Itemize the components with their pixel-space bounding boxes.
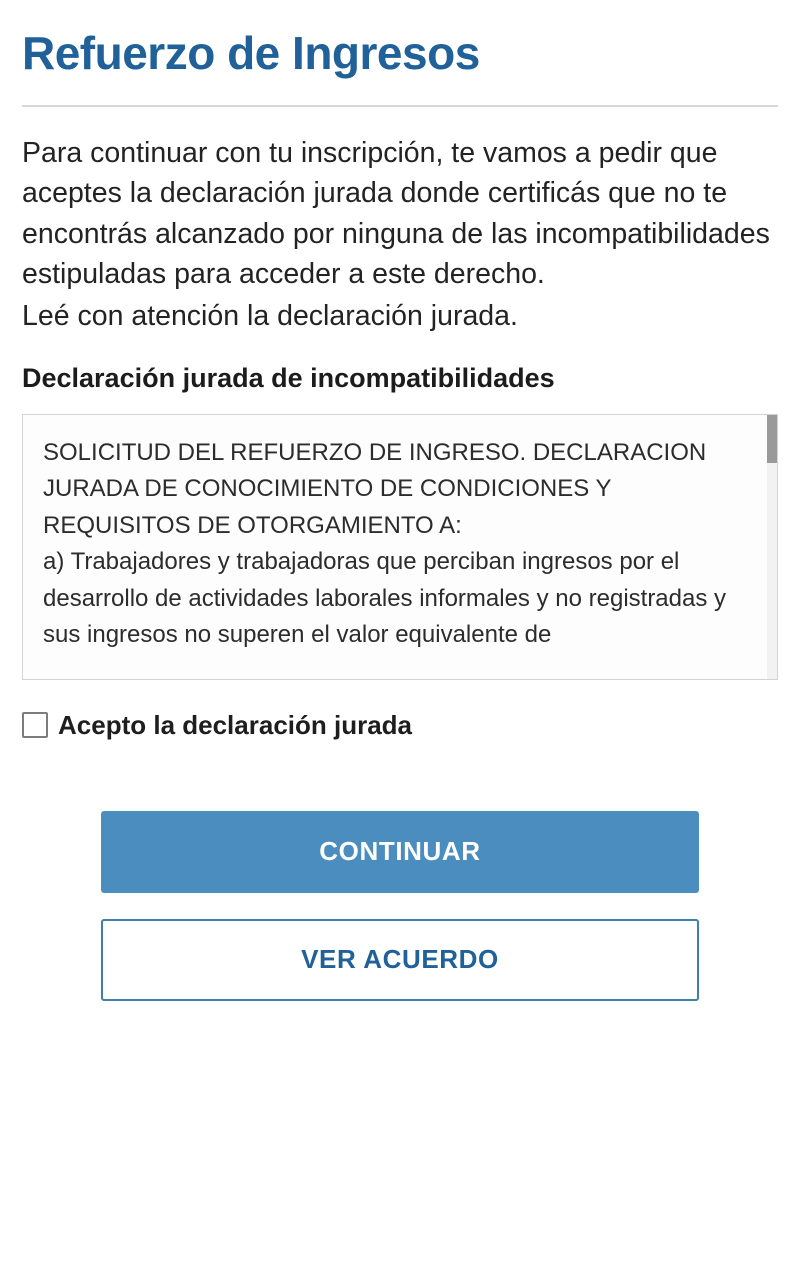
button-group bbox=[22, 811, 778, 1001]
continue-button[interactable]: CONTINUAR bbox=[101, 811, 699, 893]
declaration-scroll-box[interactable] bbox=[22, 414, 778, 680]
accept-declaration-row[interactable] bbox=[22, 710, 778, 741]
section-heading: Declaración jurada de incompatibilidades bbox=[22, 362, 555, 393]
title-divider bbox=[22, 105, 778, 107]
page-title: Refuerzo de Ingresos bbox=[22, 27, 480, 79]
scrollbar-track[interactable] bbox=[767, 415, 777, 679]
declaration-line-2: a) Trabajadores y trabajadoras que perciban ingresos por el desarrollo de actividades laborales informales y no registradas y sus ingresos no superen el valor equivalente de bbox=[43, 548, 727, 649]
view-agreement-button[interactable]: VER ACUERDO bbox=[101, 919, 699, 1001]
declaration-text bbox=[43, 435, 753, 654]
scrollbar-thumb[interactable] bbox=[767, 415, 777, 463]
intro-paragraph-1: Para continuar con tu inscripción, te vamos a pedir que aceptes la declaración jurada donde certificás que no te encontrás alcanzado por ninguna de las incompatibilidades estipuladas para acceder a este derecho. bbox=[22, 136, 770, 290]
accept-declaration-checkbox[interactable] bbox=[22, 712, 48, 738]
declaration-line-1: SOLICITUD DEL REFUERZO DE INGRESO. DECLARACION JURADA DE CONOCIMIENTO DE CONDICIONES Y REQUISITOS DE OTORGAMIENTO A: bbox=[43, 438, 707, 539]
intro-paragraph-2: Leé con atención la declaración jurada. bbox=[22, 300, 518, 333]
accept-declaration-label: Acepto la declaración jurada bbox=[58, 709, 413, 740]
intro-text bbox=[22, 133, 778, 337]
